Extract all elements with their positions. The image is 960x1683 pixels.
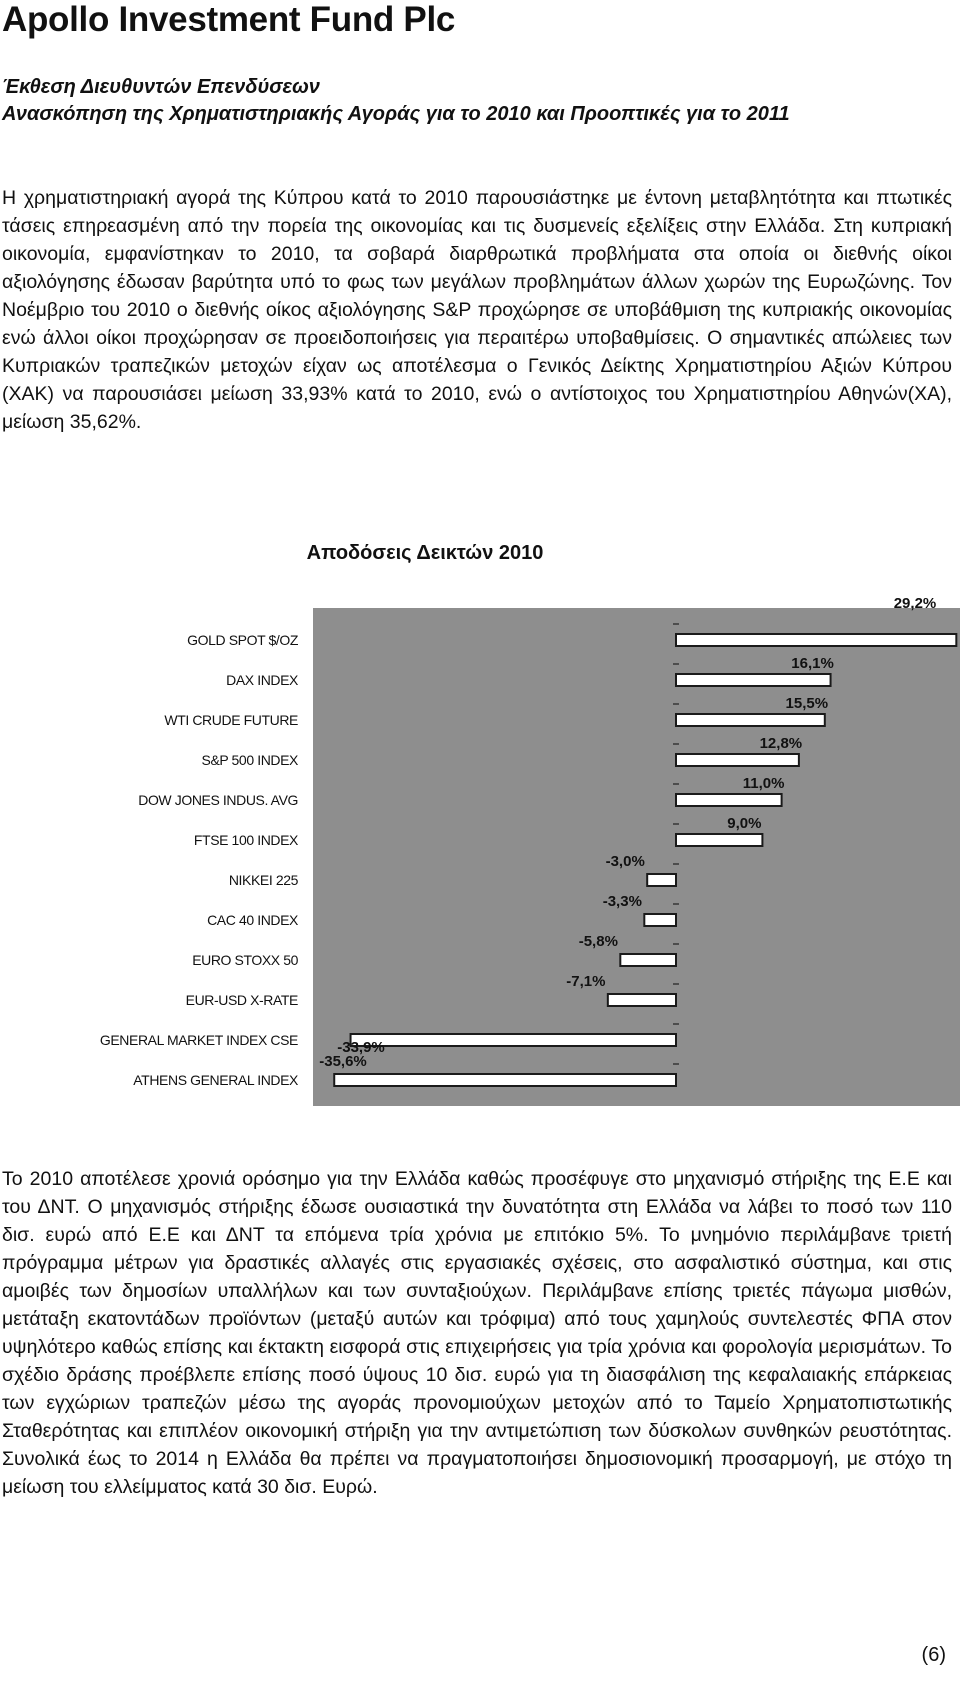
bar-dax-index xyxy=(676,674,831,686)
data-label-cac-40-index: -3,3% xyxy=(602,893,642,910)
bar-athens-general-index xyxy=(334,1074,676,1086)
data-label-eur-usd-x-rate: -7,1% xyxy=(566,973,606,990)
section-heading-block xyxy=(2,74,952,128)
page-number: (6) xyxy=(921,1644,946,1666)
data-label-wti-crude-future: 15,5% xyxy=(785,695,829,712)
bar-s-p-500-index xyxy=(676,754,799,766)
data-label-athens-general-index: -35,6% xyxy=(319,1053,367,1070)
bar-ftse-100-index xyxy=(676,834,762,846)
chart-title: Αποδόσεις Δεικτών 2010 xyxy=(306,542,544,564)
data-label-gold-spot-oz: 29,2% xyxy=(893,595,937,612)
category-label-nikkei-225: NIKKEI 225 xyxy=(228,872,298,888)
paragraph-market-review: Η χρηματιστηριακή αγορά της Κύπρου κατά το 2010 παρουσιάστηκε με έντονη μεταβλητότητα και πτωτικές τάσεις επηρεασμένη από την πορεία της οικονομίας και τις δυσμενείς εξελίξεις στην Ελλάδα. Στη κυπριακή οικονομία, εμφανίστηκαν το 2010, τα σοβαρά διαρθρωτικά προβλήματα στα οποία οι διεθνής οίκοι αξιολόγησης έδωσαν βαρύτητα υπό το φως των μεγάλων προβλημάτων άλλων χωρών της Ευρωζώνης. Τον Νοέμβριο του 2010 ο διεθνής οίκος αξιολόγησης S&P προχώρησε σε υποβάθμιση της κυπριακής οικονομίας ενώ άλλοι οίκοι προχώρησαν σε προειδοποιήσεις για περαιτέρω υποβαθμίσεις. Ο σημαντικές απώλειες των Κυπριακών τραπεζικών μετοχών είχαν ως αποτέλεσμα ο Γενικός Δείκτης Χρηματιστηρίου Αξιών Κύπρου (ΧΑΚ) να παρουσιάσει μείωση 33,93% κατά το 2010, ενώ ο αντίστοιχος του Χρηματιστηρίου Αθηνών(ΧΑ), μείωση 35,62%. xyxy=(2,187,952,433)
section-heading: Ανασκόπηση της Χρηματιστηριακής Αγοράς για το 2010 και Προοπτικές για το 2011 xyxy=(2,103,790,125)
data-label-ftse-100-index: 9,0% xyxy=(727,815,762,832)
data-label-general-market-index-cse: -33,9% xyxy=(337,1039,385,1056)
category-label-athens-general-index: ATHENS GENERAL INDEX xyxy=(133,1072,298,1088)
data-label-dax-index: 16,1% xyxy=(791,655,834,672)
category-label-ftse-100-index: FTSE 100 INDEX xyxy=(193,832,298,848)
category-label-euro-stoxx-50: EURO STOXX 50 xyxy=(192,952,298,968)
report-heading: Έκθεση Διευθυντών Επενδύσεων xyxy=(2,76,320,98)
category-label-eur-usd-x-rate: EUR-USD X-RATE xyxy=(185,992,298,1008)
document-title: Apollo Investment Fund Plc xyxy=(2,0,456,39)
category-label-s-p-500-index: S&P 500 INDEX xyxy=(201,752,298,768)
bar-wti-crude-future xyxy=(676,714,825,726)
bar-general-market-index-cse xyxy=(351,1034,676,1046)
data-label-euro-stoxx-50: -5,8% xyxy=(578,933,618,950)
paragraph-greece-support: Το 2010 αποτέλεσε χρονιά ορόσημο για την Ελλάδα καθώς προσέφυγε στο μηχανισμό στήριξης της Ε.Ε και του ΔΝΤ. Ο μηχανισμός στήριξης έδωσε ουσιαστικά την δυνατότητα στη Ελλάδα να λάβει το ποσό των 110 δισ. ευρώ από Ε.Ε και ΔΝΤ τα επόμενα τρία χρόνια με επιτόκιο 5%. Το μνημόνιο περιλάμβανε τριετή πρόγραμμα μέτρων για δραστικές αλλαγές στις εργασιακές σχέσεις, στο ασφαλιστικό σύστημα, και στις αμοιβές των δημοσίων υπαλλήλων και των συνταξιούχων. Περιλάμβανε επίσης τριετές πάγωμα μισθών, μετάταξη εκατοντάδων προϊόντων (μεταξύ αυτών και τρόφιμα) από τους χαμηλούς συντελεστές ΦΠΑ στον υψηλότερο καθώς επίσης και έκτακτη εισφορά στις επιχειρήσεις για τρία χρόνια και φορολογία μερισμάτων. Το σχέδιο δράσης προέβλεπε επίσης ποσό ύψους 10 δισ. ευρώ για τη διασφάλιση της κεφαλαιακής επάρκειας των εγχώριων τραπεζών μέσω της αγοράς προνομιούχων μετοχών από το Ταμείο Χρηματοπιστωτικής Σταθερότητας και επιπλέον οικονομική στήριξη για την αντιμετώπιση των δύσκολων συνθηκών ρευστότητας. Συνολικά έως το 2014 η Ελλάδα θα πρέπει να πραγματοποιήσει δημοσιονομική προσαρμογή, με στόχο τη μείωση του ελλείμματος κατά 30 δισ. Ευρώ. xyxy=(2,1168,952,1498)
bar-dow-jones-indus-avg xyxy=(676,794,782,806)
category-label-general-market-index-cse: GENERAL MARKET INDEX CSE xyxy=(99,1032,298,1048)
bar-nikkei-225 xyxy=(647,874,676,886)
bar-euro-stoxx-50 xyxy=(620,954,676,966)
category-label-dow-jones-indus-avg: DOW JONES INDUS. AVG xyxy=(138,792,298,808)
data-label-s-p-500-index: 12,8% xyxy=(759,735,803,752)
bar-eur-usd-x-rate xyxy=(608,994,676,1006)
category-label-cac-40-index: CAC 40 INDEX xyxy=(207,912,298,928)
bar-gold-spot-oz xyxy=(676,634,956,646)
index-returns-chart xyxy=(0,590,960,1110)
category-label-wti-crude-future: WTI CRUDE FUTURE xyxy=(164,712,298,728)
bar-cac-40-index xyxy=(644,914,676,926)
category-label-dax-index: DAX INDEX xyxy=(226,672,298,688)
category-label-gold-spot-oz: GOLD SPOT $/OZ xyxy=(187,632,298,648)
data-label-dow-jones-indus-avg: 11,0% xyxy=(742,775,785,792)
data-label-nikkei-225: -3,0% xyxy=(605,853,645,870)
